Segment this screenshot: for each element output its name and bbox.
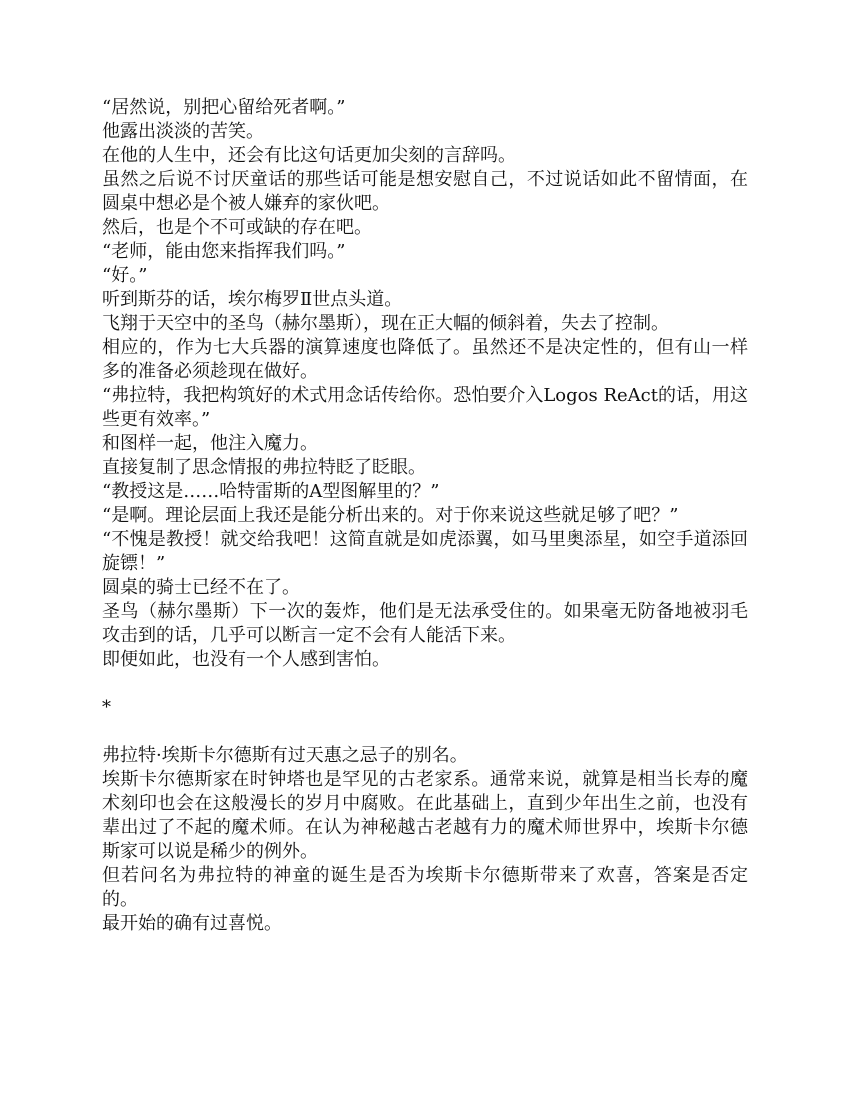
paragraph-13: 直接复制了思念情报的弗拉特眨了眨眼。 <box>102 457 426 478</box>
paragraph-1: “居然说，别把心留给死者啊。” <box>102 97 346 118</box>
paragraph-10: 相应的，作为七大兵器的演算速度也降低了。虽然还不是决定性的，但有山一样多的准备必须趁现在做好。 <box>102 337 748 382</box>
paragraph-8: 听到斯芬的话，埃尔梅罗Ⅱ世点头道。 <box>102 289 403 310</box>
paragraph-15: “是啊。理论层面上我还是能分析出来的。对于你来说这些就足够了吧？” <box>102 505 679 526</box>
paragraph-18: 圣鸟（赫尔墨斯）下一次的轰炸，他们是无法承受住的。如果毫无防备地被羽毛攻击到的话，几乎可以断言一定不会有人能活下来。 <box>102 601 748 646</box>
section-before-break <box>102 96 748 672</box>
paragraph-23: 最开始的确有过喜悦。 <box>102 913 282 934</box>
paragraph-12: 和图样一起，他注入魔力。 <box>102 433 318 454</box>
document-page <box>102 96 748 936</box>
paragraph-7: “好。” <box>102 265 148 286</box>
paragraph-22: 但若问名为弗拉特的神童的诞生是否为埃斯卡尔德斯带来了欢喜，答案是否定的。 <box>102 865 748 910</box>
scene-break-asterisk: * <box>102 697 111 718</box>
paragraph-16: “不愧是教授！就交给我吧！这简直就是如虎添翼，如马里奥添星，如空手道添回旋镖！” <box>102 529 748 574</box>
paragraph-20: 弗拉特·埃斯卡尔德斯有过天惠之忌子的别名。 <box>102 745 468 766</box>
paragraph-14: “教授这是……哈特雷斯的A型图解里的？” <box>102 481 440 502</box>
paragraph-11: “弗拉特，我把构筑好的术式用念话传给你。恐怕要介入Logos ReAct的话，用这些更有效率。” <box>102 385 748 430</box>
paragraph-21: 埃斯卡尔德斯家在时钟塔也是罕见的古老家系。通常来说，就算是相当长寿的魔术刻印也会在这般漫长的岁月中腐败。在此基础上，直到少年出生之前，也没有辈出过了不起的魔术师。在认为神秘越古老越有力的魔术师世界中，埃斯卡尔德斯家可以说是稀少的例外。 <box>102 769 748 862</box>
paragraph-9: 飞翔于天空中的圣鸟（赫尔墨斯），现在正大幅的倾斜着，失去了控制。 <box>102 313 669 334</box>
paragraph-17: 圆桌的骑士已经不在了。 <box>102 577 300 598</box>
paragraph-3: 在他的人生中，还会有比这句话更加尖刻的言辞吗。 <box>102 145 516 166</box>
paragraph-19: 即便如此，也没有一个人感到害怕。 <box>102 649 390 670</box>
section-after-break <box>102 744 748 936</box>
paragraph-5: 然后，也是个不可或缺的存在吧。 <box>102 217 372 238</box>
paragraph-4: 虽然之后说不讨厌童话的那些话可能是想安慰自己，不过说话如此不留情面，在圆桌中想必是个被人嫌弃的家伙吧。 <box>102 169 748 214</box>
paragraph-2: 他露出淡淡的苦笑。 <box>102 121 264 142</box>
paragraph-6: “老师，能由您来指挥我们吗。” <box>102 241 346 262</box>
